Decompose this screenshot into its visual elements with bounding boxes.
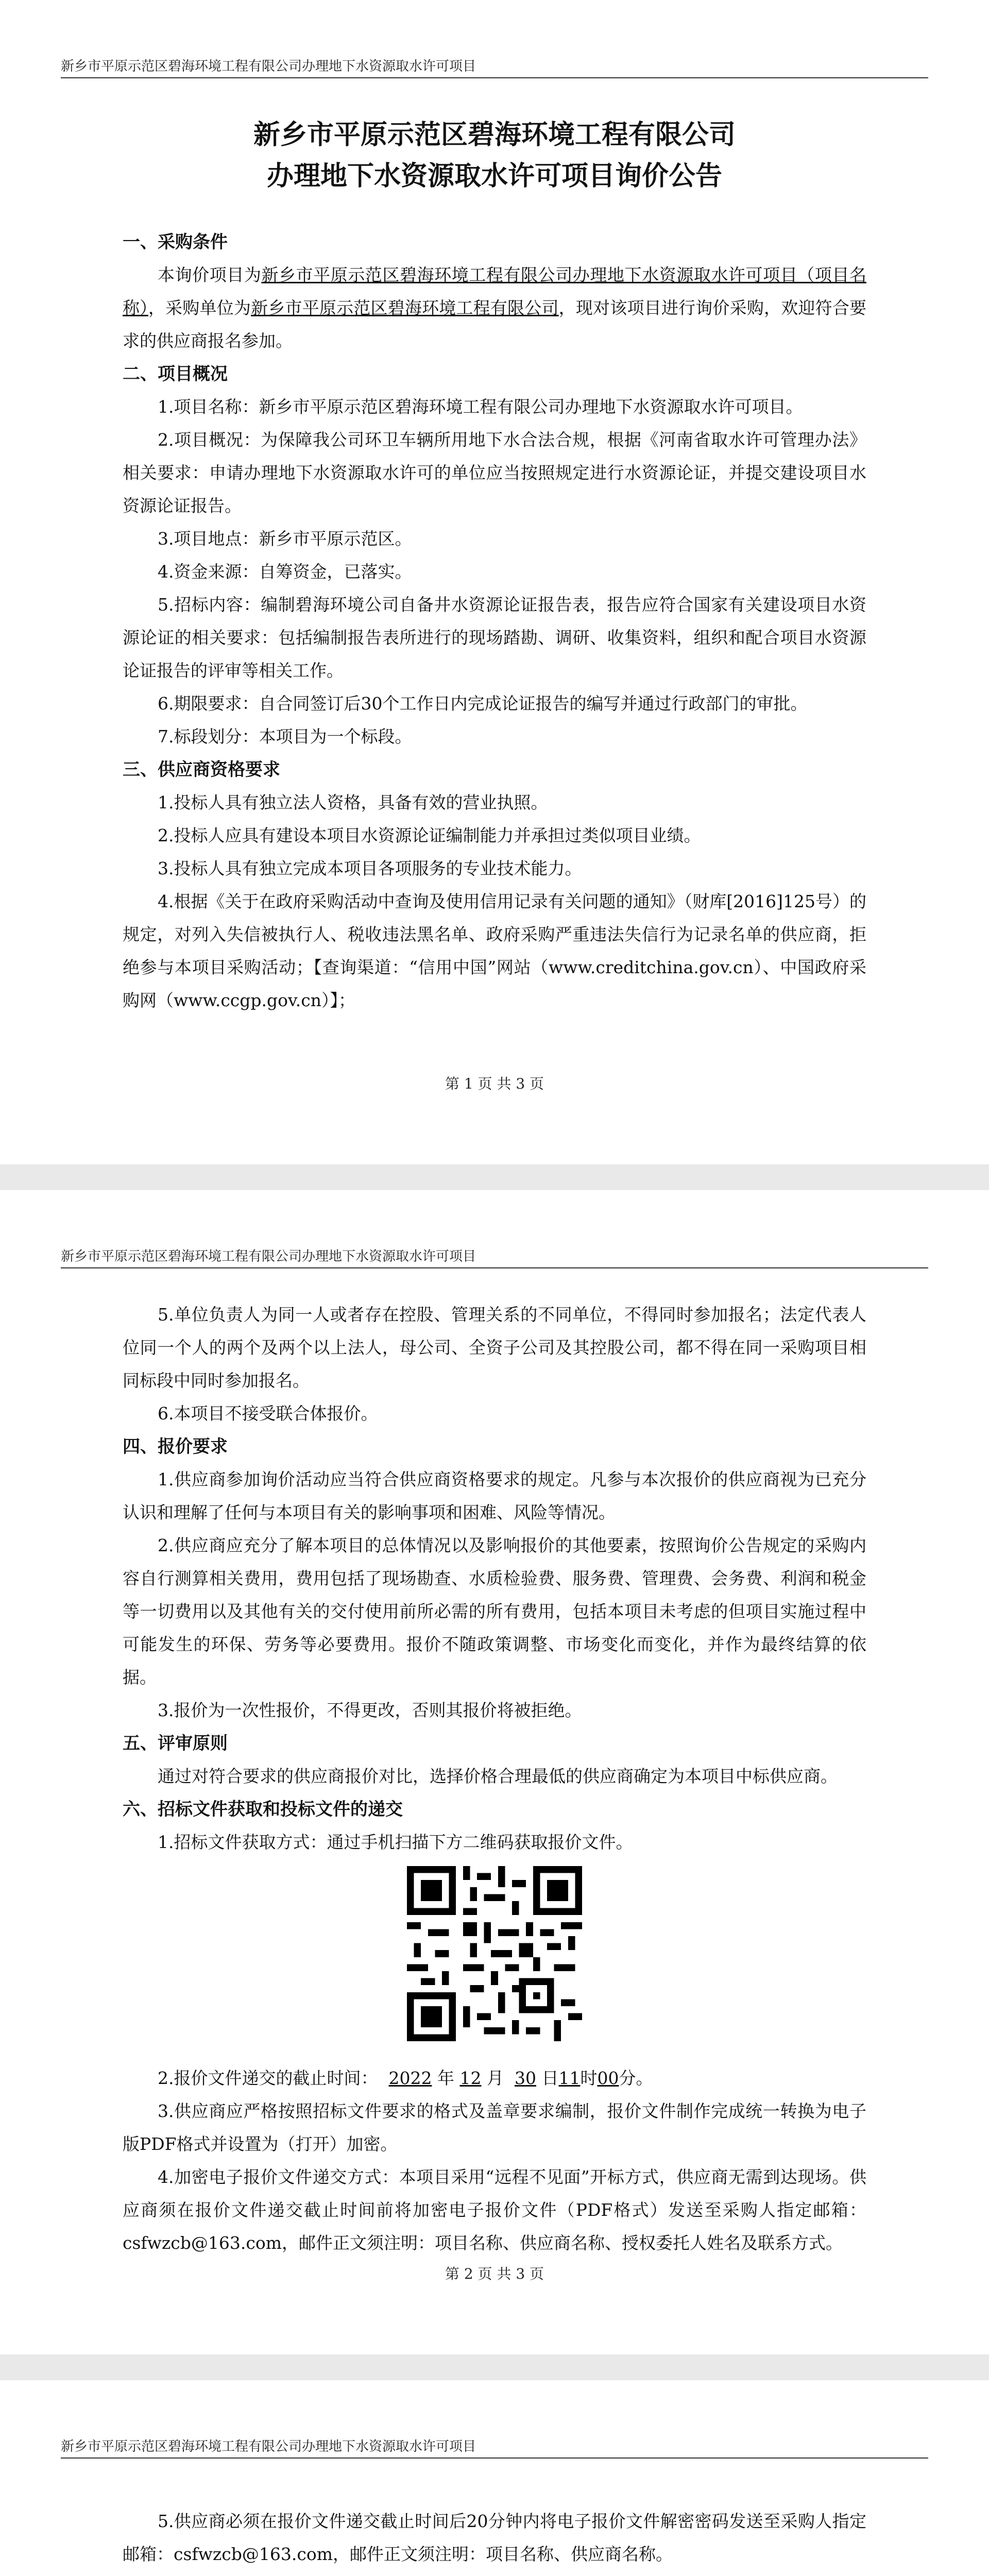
page-header: 新乡市平原示范区碧海环境工程有限公司办理地下水资源取水许可项目 <box>61 59 476 74</box>
s6-item-6 <box>123 2571 866 2576</box>
section-heading-2: 二、项目概况 <box>123 364 228 384</box>
s3-item-6: 6.本项目不接受联合体报价。 <box>158 1403 378 1423</box>
s3-item-5: 5.单位负责人为同一人或者存在控股、管理关系的不同单位，不得同时参加报名；法定代表人位同一个人的两个及两个以上法人，母公司、全资子公司及其控股公司，都不得在同一采购项目相同标段中同时参加报名。 <box>123 1304 866 1391</box>
s4-item-3: 3.报价为一次性报价，不得更改，否则其报价将被拒绝。 <box>158 1700 582 1720</box>
deadline-minute: 00 <box>597 2068 619 2088</box>
doc-title-line-1: 新乡市平原示范区碧海环境工程有限公司 <box>253 120 736 150</box>
deadline-day: 30 <box>514 2068 536 2088</box>
section-heading-4: 四、报价要求 <box>123 1436 228 1457</box>
s2-item-2: 2.项目概况：为保障我公司环卫车辆所用地下水合法合规，根据《河南省取水许可管理办法》相关要求：申请办理地下水资源取水许可的单位应当按照规定进行水资源论证，并提交建设项目水资源论证报告。 <box>123 430 866 516</box>
header-rule <box>61 1267 928 1268</box>
s3-item-1: 1.投标人具有独立法人资格，具备有效的营业执照。 <box>158 792 548 812</box>
section-heading-1: 一、采购条件 <box>123 232 228 252</box>
s6-deadline <box>123 2062 866 2095</box>
s6-item-4: 4.加密电子报价文件递交方式：本项目采用“远程不见面”开标方式，供应商无需到达现场。供应商须在报价文件递交截止时间前将加密电子报价文件（PDF格式）发送至采购人指定邮箱：csfwzcb@163.com，邮件正文须注明：项目名称、供应商名称、授权委托人姓名及联系方式。 <box>123 2167 866 2253</box>
deadline-label: 2.报价文件递交的截止时间： <box>158 2068 378 2088</box>
deadline-hour: 11 <box>558 2068 581 2088</box>
s1-text-a: 本询价项目为 <box>158 265 262 285</box>
section-heading-6: 六、招标文件获取和投标文件的递交 <box>123 1799 403 1820</box>
page-footer-1: 第 1 页 共 3 页 <box>445 1075 544 1092</box>
header-rule <box>61 2458 928 2459</box>
s6-item-1: 1.招标文件获取方式：通过手机扫描下方二维码获取报价文件。 <box>158 1832 633 1852</box>
s2-item-7: 7.标段划分：本项目为一个标段。 <box>158 726 412 747</box>
page-header: 新乡市平原示范区碧海环境工程有限公司办理地下水资源取水许可项目 <box>61 2439 476 2454</box>
s3-item-4: 4.根据《关于在政府采购活动中查询及使用信用记录有关问题的通知》（财库[2016]125号）的规定，对列入失信被执行人、税收违法黑名单、政府采购严重违法失信行为记录名单的供应商，拒绝参与本项目采购活动；【查询渠道：“信用中国”网站（www.creditchina.gov.cn）、中国政府采购网（www.ccgp.gov.cn）】； <box>123 891 866 1010</box>
buyer-name-underlined: 新乡市平原示范区碧海环境工程有限公司 <box>251 298 559 318</box>
s1-text-e: ，现对该项目进行询价采购，欢迎符合要求的供应商报名参加。 <box>123 298 867 351</box>
deadline-year: 2022 <box>388 2068 432 2088</box>
s6-item-5: 5.供应商必须在报价文件递交截止时间后20分钟内将电子报价文件解密密码发送至采购人指定邮箱：csfwzcb@163.com，邮件正文须注明：项目名称、供应商名称。 <box>123 2511 866 2564</box>
s2-item-1: 1.项目名称：新乡市平原示范区碧海环境工程有限公司办理地下水资源取水许可项目。 <box>158 397 803 417</box>
document-page-3 <box>0 2380 989 2576</box>
doc-title-line-2: 办理地下水资源取水许可项目询价公告 <box>266 161 722 192</box>
s2-item-4: 4.资金来源：自筹资金，已落实。 <box>158 562 412 582</box>
s4-item-2: 2.供应商应充分了解本项目的总体情况以及影响报价的其他要素，按照询价公告规定的采购内容自行测算相关费用，费用包括了现场勘查、水质检验费、服务费、管理费、会务费、利润和税金等一切费用以及其他有关的交付使用前所必需的所有费用，包括本项目未考虑的但项目实施过程中可能发生的环保、劳务等必要费用。报价不随政策调整、市场变化而变化，并作为最终结算的依据。 <box>123 1535 866 1687</box>
s1-paragraph <box>123 259 866 358</box>
page-header: 新乡市平原示范区碧海环境工程有限公司办理地下水资源取水许可项目 <box>61 1249 476 1264</box>
qr-code-icon[interactable] <box>407 1866 582 2041</box>
section-heading-5: 五、评审原则 <box>123 1733 228 1754</box>
page-footer-2: 第 2 页 共 3 页 <box>445 2265 544 2282</box>
s3-item-3: 3.投标人具有独立完成本项目各项服务的专业技术能力。 <box>158 858 582 878</box>
s1-text-c: ，采购单位为 <box>148 298 251 318</box>
minute-unit: 分。 <box>619 2068 653 2088</box>
s3-item-2: 2.投标人应具有建设本项目水资源论证编制能力并承担过类似项目业绩。 <box>158 825 701 845</box>
document-page-2 <box>0 1190 989 2354</box>
s5-text: 通过对符合要求的供应商报价对比，选择价格合理最低的供应商确定为本项目中标供应商。 <box>158 1766 838 1786</box>
year-unit: 年 <box>437 2068 454 2088</box>
s2-item-3: 3.项目地点：新乡市平原示范区。 <box>158 529 412 549</box>
s2-item-5: 5.招标内容：编制碧海环境公司自备井水资源论证报告表，报告应符合国家有关建设项目水资源论证的相关要求：包括编制报告表所进行的现场踏勘、调研、收集资料，组织和配合项目水资源论证报告的评审等相关工作。 <box>123 595 866 681</box>
s6-item-3: 3.供应商应严格按照招标文件要求的格式及盖章要求编制，报价文件制作完成统一转换为电子版PDF格式并设置为（打开）加密。 <box>123 2101 866 2154</box>
month-unit: 月 <box>486 2068 504 2088</box>
project-name-underlined: 新乡市平原示范区碧海环境工程有限公司办理地下水资源取水许可项目（项目名称） <box>123 265 867 318</box>
document-page-1 <box>0 0 989 1164</box>
day-unit: 日 <box>541 2068 559 2088</box>
section-heading-3: 三、供应商资格要求 <box>123 759 280 780</box>
header-rule <box>61 77 928 78</box>
hour-unit: 时 <box>580 2068 598 2088</box>
s4-item-1: 1.供应商参加询价活动应当符合供应商资格要求的规定。凡参与本次报价的供应商视为已充分认识和理解了任何与本项目有关的影响事项和困难、风险等情况。 <box>123 1469 866 1522</box>
deadline-month: 12 <box>459 2068 482 2088</box>
s2-item-6: 6.期限要求：自合同签订后30个工作日内完成论证报告的编写并通过行政部门的审批。 <box>158 693 808 714</box>
